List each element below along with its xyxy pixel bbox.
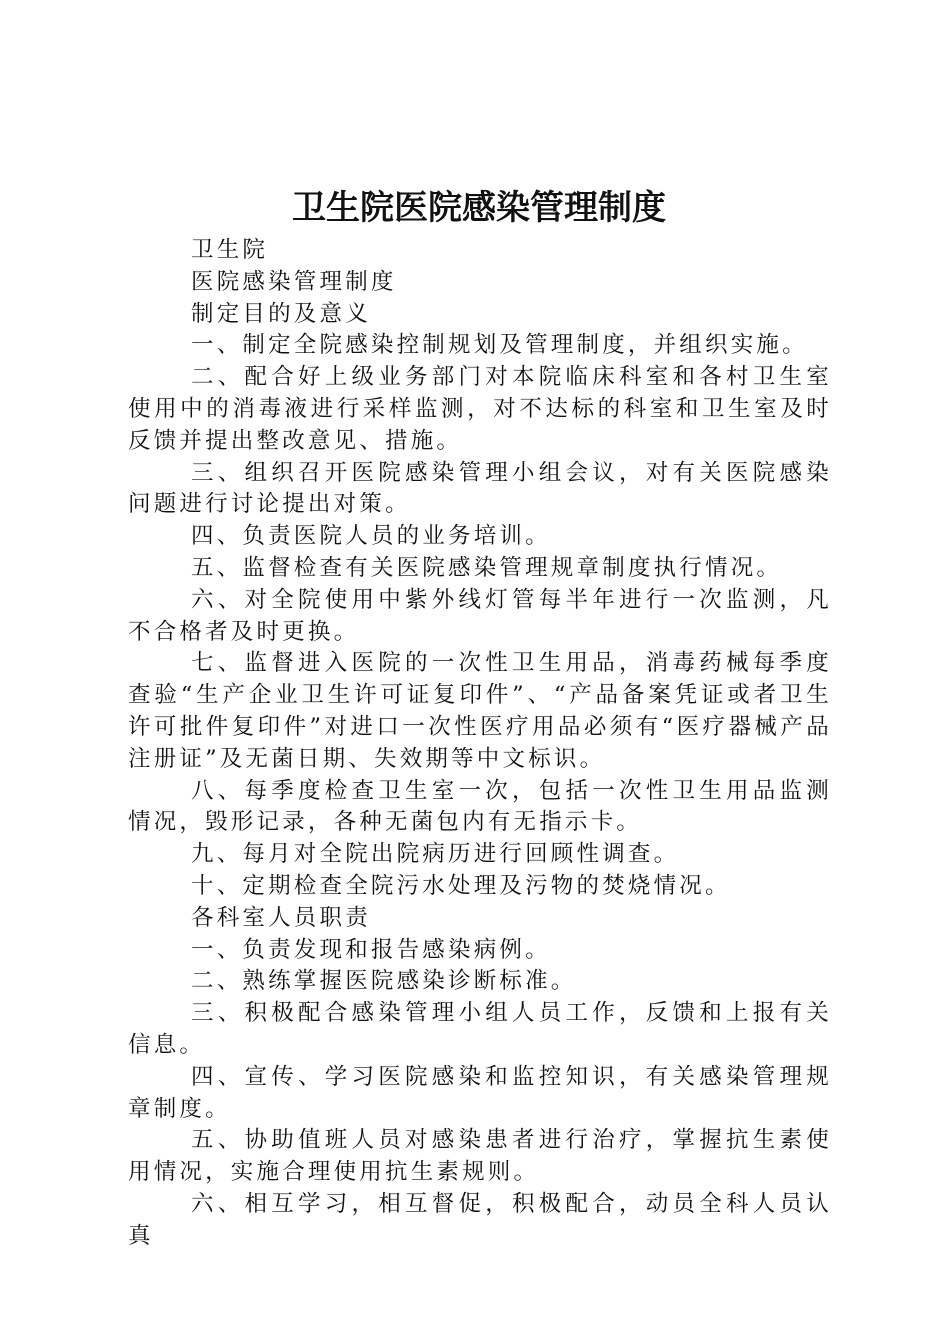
- list-item: 六、对全院使用中紫外线灯管每半年进行一次监测，凡不合格者及时更换。: [128, 586, 832, 645]
- list-item: 一、制定全院感染控制规划及管理制度，并组织实施。: [191, 332, 808, 359]
- section-heading: 制定目的及意义: [191, 300, 371, 327]
- list-item: 九、每月对全院出院病历进行回顾性调查。: [191, 841, 680, 868]
- list-item: 四、负责医院人员的业务培训。: [191, 523, 551, 550]
- document-title: 卫生院医院感染管理制度: [292, 188, 666, 228]
- list-item: 六、相互学习，相互督促，积极配合，动员全科人员认真: [128, 1190, 832, 1249]
- list-item: 二、配合好上级业务部门对本院临床科室和各村卫生室使用中的消毒液进行采样监测，对不达标的科室和卫生室及时反馈并提出整改意见、措施。: [128, 364, 832, 454]
- list-item: 一、负责发现和报告感染病例。: [191, 936, 551, 963]
- paragraph: 医院感染管理制度: [191, 268, 397, 295]
- list-item: 七、监督进入医院的一次性卫生用品，消毒药械每季度查验“生产企业卫生许可证复印件”、“产品备案凭证或者卫生许可批件复印件”对进口一次性医疗用品必须有“医疗器械产品注册证”及无菌日期、失效期等中文标识。: [128, 650, 832, 772]
- list-item: 三、积极配合感染管理小组人员工作，反馈和上报有关信息。: [128, 1000, 832, 1058]
- list-item: 四、宣传、学习医院感染和监控知识，有关感染管理规章制度。: [128, 1063, 832, 1122]
- section-heading: 各科室人员职责: [191, 904, 371, 931]
- list-item: 三、组织召开医院感染管理小组会议，对有关医院感染问题进行讨论提出对策。: [128, 459, 832, 518]
- paragraph: 卫生院: [191, 237, 269, 263]
- document-body: [128, 235, 832, 1253]
- list-item: 八、每季度检查卫生室一次，包括一次性卫生用品监测情况，毁形记录，各种无菌包内有无指示卡。: [128, 777, 832, 836]
- list-item: 五、协助值班人员对感染患者进行治疗，掌握抗生素使用情况，实施合理使用抗生素规则。: [128, 1127, 832, 1186]
- list-item: 十、定期检查全院污水处理及污物的焚烧情况。: [191, 872, 731, 899]
- list-item: 五、监督检查有关医院感染管理规章制度执行情况。: [191, 554, 783, 581]
- list-item: 二、熟练掌握医院感染诊断标准。: [191, 968, 577, 995]
